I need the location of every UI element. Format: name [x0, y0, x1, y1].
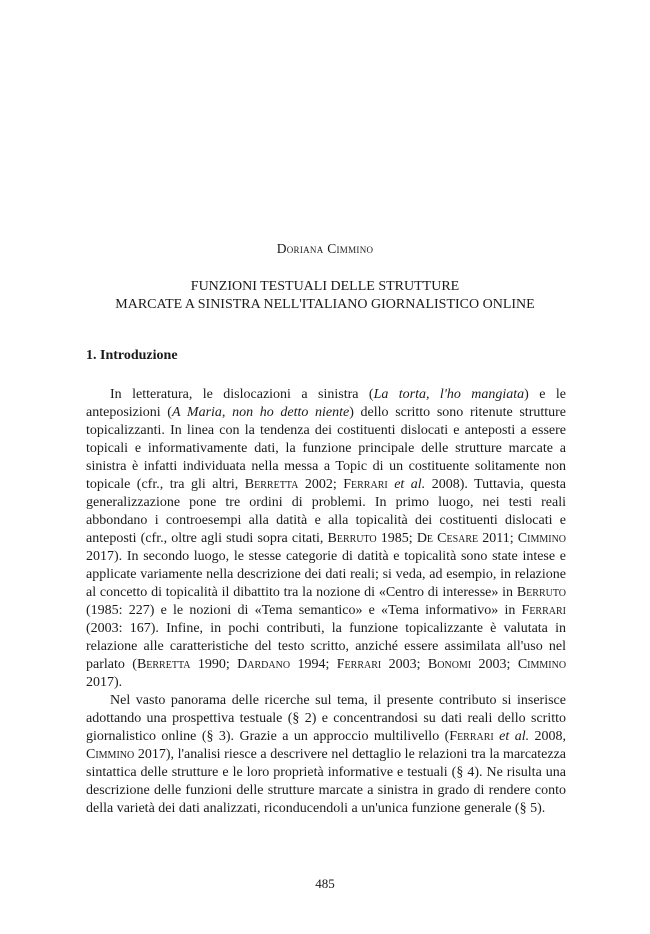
citation-author: Berruto	[516, 585, 566, 600]
citation-author: Berretta	[136, 657, 191, 672]
text-run: 2008). Tuttavia, questa generalizzazione pone tre ordini di problemi. In primo luogo, nei testi reali abbondano i controesempi alla datità e alla topicalità dei costituenti dislocati e anteposti (cfr., oltre agli studi sopra citati,	[86, 477, 567, 546]
title-line-2: MARCATE A SINISTRA NELL'ITALIANO GIORNALISTICO ONLINE	[115, 297, 535, 312]
text-run: 2017).	[86, 675, 123, 690]
citation-author: Cimmino	[517, 657, 567, 672]
text-run: ) dello scritto sono ritenute strutture topicalizzanti. In linea con la tendenza dei costituenti dislocati e anteposti a essere topicali e informativamente dati, la funzione principale delle strutture marcate a sinistra è infatti individuata nella messa a Topic di un costituente solitamente non topicale (cfr., tra gli altri,	[86, 405, 567, 492]
citation-author: Cimmino	[86, 747, 135, 762]
et-al-italic: et al.	[499, 729, 530, 744]
text-run: 2017), l'analisi riesce a descrivere nel dettaglio le relazioni tra la marcatezza sintattica delle strutture e le loro proprietà informative e testuali (§ 4). Ne risulta una descrizione delle funzioni delle strutture marcate a sinistra in grado di rendere conto della varietà dei dati analizzati, riconducendoli a un'unica funzione generale (§ 5).	[86, 747, 566, 816]
citation-author: Ferrari	[343, 477, 388, 492]
et-al-italic: et al.	[394, 477, 426, 492]
text-run: 2002;	[298, 477, 344, 492]
text-run: In letteratura, le dislocazioni a sinistra (	[110, 387, 374, 402]
text-run: (2003: 167). Infine, in pochi contributi, la funzione topicalizzante è valutata in relazione alle caratteristiche del testo scritto, anziché essere assimilata all'uso nel parlato (	[86, 621, 566, 672]
text-run: 2011;	[478, 531, 518, 546]
text-run: 2008,	[529, 729, 567, 744]
citation-author: Dardano	[237, 657, 291, 672]
citation-author: Ferrari	[336, 657, 382, 672]
example-italic: La torta, l'ho mangiata	[373, 387, 525, 402]
citation-author: Berruto	[327, 531, 377, 546]
text-run: 2003;	[471, 657, 518, 672]
text-run: 1994;	[290, 657, 337, 672]
text-run: ) e le anteposizioni (	[86, 387, 566, 420]
citation-author: Bonomi	[427, 657, 472, 672]
body-text	[86, 386, 566, 818]
citation-author: De Cesare	[416, 531, 479, 546]
paragraph-1	[86, 386, 566, 692]
text-run: 1985;	[376, 531, 417, 546]
paragraph-2	[86, 692, 566, 818]
text-run: (1985: 227) e le nozioni di «Tema semantico» e «Tema informativo» in	[86, 603, 522, 618]
text-run: 1990;	[190, 657, 238, 672]
citation-author: Ferrari	[521, 603, 566, 618]
text-run: 2017). In secondo luogo, le stesse categorie di datità e topicalità sono state intese e applicate variamente nella descrizione dei dati reali; si veda, ad esempio, in relazione al concetto di topicalità il dibattito tra la nozione di «Centro di interesse» in	[86, 549, 566, 600]
text-run: 2003;	[381, 657, 428, 672]
section-heading: 1. Introduzione	[86, 348, 178, 363]
title-line-1: FUNZIONI TESTUALI DELLE STRUTTURE	[190, 279, 460, 294]
example-italic: A Maria, non ho detto niente	[171, 405, 350, 420]
citation-author: Berretta	[244, 477, 299, 492]
citation-author: Cimmino	[517, 531, 567, 546]
page-number: 485	[315, 876, 335, 891]
text-run: Nel vasto panorama delle ricerche sul tema, il presente contributo si inserisce adottando una prospettiva testuale (§ 2) e concentrandosi su dati reali dello scritto giornalistico online (§ 3). Grazie a un approccio multilivello (	[86, 693, 566, 744]
article-title	[60, 278, 590, 314]
author-name: Doriana Cimmino	[276, 241, 374, 256]
citation-author: Ferrari	[449, 729, 494, 744]
